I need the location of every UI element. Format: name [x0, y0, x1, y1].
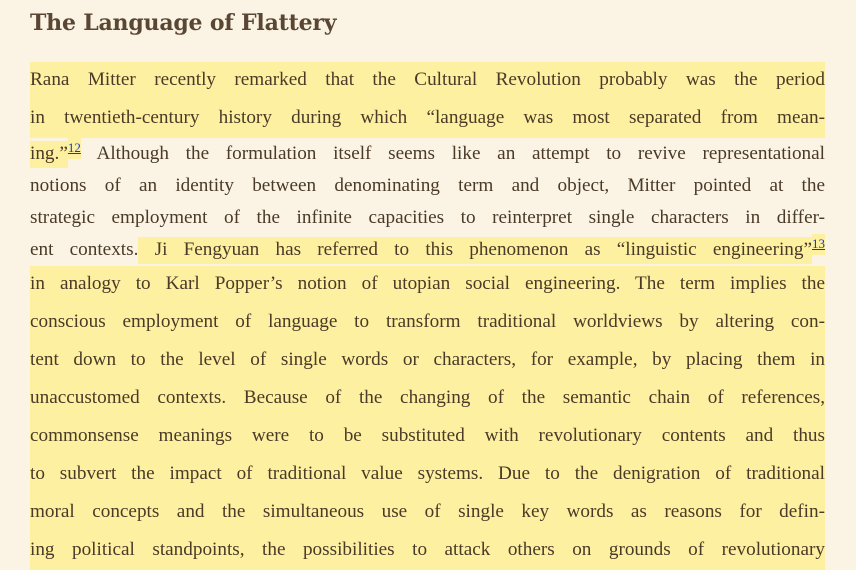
text-line: notions of an identity between denominating term and object, Mitter pointed at the [30, 175, 825, 196]
text-line: commonsense meanings were to be substituted with revolutionary contents and thus [30, 418, 825, 456]
highlight-segment: ing.” [30, 141, 68, 168]
footnote-ref-13[interactable] [812, 234, 825, 255]
text-segment: ent contexts. [30, 239, 139, 260]
text-line: tent down to the level of single words or characters, for example, by placing them in [30, 342, 825, 380]
body-text [30, 62, 825, 570]
text-line: moral concepts and the simultaneous use of single key words as reasons for defin- [30, 494, 825, 532]
footnote-link[interactable]: 12 [67, 140, 81, 155]
section-heading: The Language of Flattery [30, 10, 337, 36]
text-line [30, 138, 825, 170]
text-line: to subvert the impact of traditional value systems. Due to the denigration of traditional [30, 456, 825, 494]
text-line: strategic employment of the infinite capacities to reinterpret single characters in differ- [30, 207, 825, 228]
footnote-ref-12[interactable] [68, 138, 81, 159]
highlight-segment: Ji Fengyuan has referred to this phenomenon as “linguistic engineering” [138, 237, 812, 264]
text-line: unaccustomed contexts. Because of the changing of the semantic chain of references, [30, 380, 825, 418]
footnote-link[interactable]: 13 [812, 236, 825, 251]
text-line [30, 234, 825, 266]
text-line: Rana Mitter recently remarked that the Cultural Revolution probably was the period [30, 62, 825, 100]
text-segment: Although the formulation itself seems like an attempt to revive representational [80, 143, 825, 164]
text-line: conscious employment of language to transform traditional worldviews by altering con- [30, 304, 825, 342]
text-line: in analogy to Karl Popper’s notion of utopian social engineering. The term implies the [30, 266, 825, 304]
text-line: ing political standpoints, the possibilities to attack others on grounds of revolutionary [30, 532, 825, 570]
text-line: in twentieth-century history during which “language was most separated from mean- [30, 100, 825, 138]
